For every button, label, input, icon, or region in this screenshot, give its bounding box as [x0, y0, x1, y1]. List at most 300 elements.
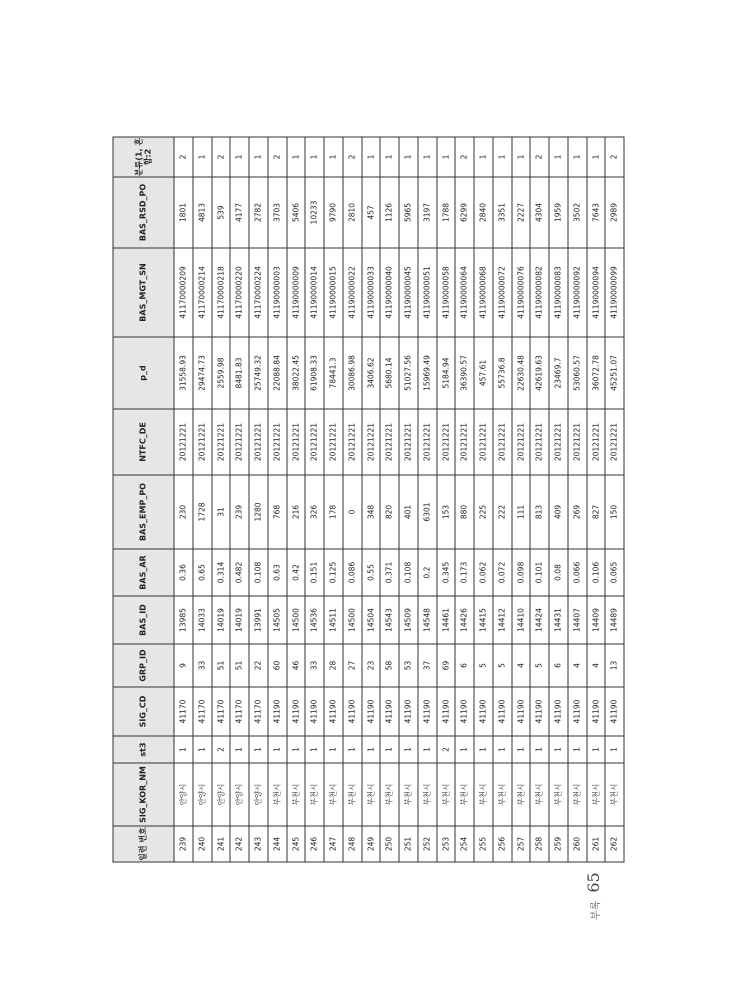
table-cell: 안양시	[249, 763, 268, 826]
table-cell: 1	[305, 137, 324, 177]
table-cell: 1	[324, 736, 343, 763]
table-cell: 4304	[530, 177, 549, 248]
table-row	[249, 137, 268, 862]
table-cell: 4	[567, 644, 586, 687]
table-cell: 부천시	[549, 763, 568, 826]
table-cell: 262	[605, 826, 624, 862]
table-cell: 부천시	[342, 763, 361, 826]
table-cell: 241	[211, 826, 230, 862]
table-cell: 20121221	[530, 409, 549, 475]
header-bas-emp-po: BAS_EMP_PO	[113, 475, 174, 549]
table-cell: 33	[192, 644, 211, 687]
table-cell: 29474.73	[192, 337, 211, 409]
table-cell: 6301	[417, 475, 436, 549]
table-cell: 20121221	[567, 409, 586, 475]
table-cell: 0.314	[211, 549, 230, 596]
table-cell: 225	[474, 475, 493, 549]
table-cell: 153	[436, 475, 455, 549]
table-cell: 4	[511, 644, 530, 687]
table-cell: 51	[211, 644, 230, 687]
table-cell: 부천시	[324, 763, 343, 826]
table-cell: 41190000094	[586, 248, 605, 337]
table-cell: 41170	[211, 687, 230, 736]
table-cell: 1	[230, 137, 249, 177]
table-cell: 42619.63	[530, 337, 549, 409]
table-cell: 41190000092	[567, 248, 586, 337]
table-cell: 1	[399, 736, 418, 763]
table-cell: 0.065	[605, 549, 624, 596]
table-cell: 1	[324, 137, 343, 177]
table-cell: 22630.48	[511, 337, 530, 409]
table-cell: 0.098	[511, 549, 530, 596]
table-cell: 41190	[455, 687, 474, 736]
table-cell: 1	[361, 736, 380, 763]
table-cell: 41190000076	[511, 248, 530, 337]
table-cell: 14415	[474, 596, 493, 644]
table-cell: 14504	[361, 596, 380, 644]
table-cell: 247	[324, 826, 343, 862]
header-bas-mgt-sn: BAS_MGT_SN	[113, 248, 174, 337]
table-row	[492, 137, 511, 862]
table-cell: 20121221	[474, 409, 493, 475]
table-cell: 36072.78	[586, 337, 605, 409]
table-cell: 23	[361, 644, 380, 687]
table-cell: 1	[605, 736, 624, 763]
table-cell: 251	[399, 826, 418, 862]
table-cell: 1	[286, 137, 305, 177]
table-cell: 813	[530, 475, 549, 549]
table-row	[380, 137, 399, 862]
table-cell: 1	[417, 736, 436, 763]
table-cell: 41170000224	[249, 248, 268, 337]
table-cell: 4813	[192, 177, 211, 248]
table-cell: 1280	[249, 475, 268, 549]
table-cell: 38022.45	[286, 337, 305, 409]
table-cell: 부천시	[436, 763, 455, 826]
table-cell: 7643	[586, 177, 605, 248]
table-cell: 41190	[286, 687, 305, 736]
table-cell: 55736.8	[492, 337, 511, 409]
table-cell: 243	[249, 826, 268, 862]
header-bas-ar: BAS_AR	[113, 549, 174, 596]
table-row	[586, 137, 605, 862]
header-sig-cd: SIG_CD	[113, 687, 174, 736]
table-cell: 457	[361, 177, 380, 248]
table-cell: 150	[605, 475, 624, 549]
table-cell: 14409	[586, 596, 605, 644]
table-cell: 254	[455, 826, 474, 862]
table-cell: 252	[417, 826, 436, 862]
table-cell: 69	[436, 644, 455, 687]
table-cell: 2227	[511, 177, 530, 248]
table-cell: 0.345	[436, 549, 455, 596]
table-row	[174, 137, 193, 862]
table-cell: 8481.83	[230, 337, 249, 409]
table-cell: 259	[549, 826, 568, 862]
table-cell: 20121221	[305, 409, 324, 475]
table-cell: 31558.93	[174, 337, 193, 409]
table-cell: 41190000040	[380, 248, 399, 337]
table-cell: 41190	[511, 687, 530, 736]
table-cell: 41190000082	[530, 248, 549, 337]
table-cell: 1	[342, 736, 361, 763]
table-row	[417, 137, 436, 862]
table-cell: 1	[530, 736, 549, 763]
table-cell: 222	[492, 475, 511, 549]
table-cell: 240	[192, 826, 211, 862]
table-cell: 1	[492, 736, 511, 763]
table-cell: 2559.98	[211, 337, 230, 409]
table-cell: 14410	[511, 596, 530, 644]
table-cell: 20121221	[342, 409, 361, 475]
table-cell: 20121221	[174, 409, 193, 475]
table-cell: 41190000051	[417, 248, 436, 337]
table-cell: 0.2	[417, 549, 436, 596]
table-cell: 0.55	[361, 549, 380, 596]
table-row	[455, 137, 474, 862]
table-cell: 2840	[474, 177, 493, 248]
header-ntfc-de: NTFC_DE	[113, 409, 174, 475]
table-cell: 부천시	[586, 763, 605, 826]
table-cell: 0.08	[549, 549, 568, 596]
table-cell: 14019	[230, 596, 249, 644]
table-cell: 41190	[305, 687, 324, 736]
table-cell: 부천시	[305, 763, 324, 826]
header-st3: st3	[113, 736, 174, 763]
table-cell: 3406.62	[361, 337, 380, 409]
table-cell: 1	[511, 137, 530, 177]
table-cell: 20121221	[399, 409, 418, 475]
header-bas-rsd-po: BAS_RSD_PO	[113, 177, 174, 248]
table-cell: 0.173	[455, 549, 474, 596]
table-cell: 111	[511, 475, 530, 549]
table-row	[211, 137, 230, 862]
table-cell: 20121221	[586, 409, 605, 475]
table-cell: 2782	[249, 177, 268, 248]
table-cell: 1	[192, 736, 211, 763]
table-cell: 13991	[249, 596, 268, 644]
table-cell: 41190	[324, 687, 343, 736]
table-cell: 1959	[549, 177, 568, 248]
table-cell: 539	[211, 177, 230, 248]
table-cell: 46	[286, 644, 305, 687]
table-cell: 13	[605, 644, 624, 687]
table-cell: 2810	[342, 177, 361, 248]
table-cell: 5680.14	[380, 337, 399, 409]
table-cell: 78441.3	[324, 337, 343, 409]
table-cell: 14461	[436, 596, 455, 644]
table-cell: 41190000009	[286, 248, 305, 337]
table-cell: 1	[380, 137, 399, 177]
table-cell: 880	[455, 475, 474, 549]
table-cell: 1	[549, 736, 568, 763]
table-cell: 2	[530, 137, 549, 177]
table-cell: 41190	[342, 687, 361, 736]
table-cell: 10233	[305, 177, 324, 248]
table-cell: 20121221	[436, 409, 455, 475]
table-cell: 41170000209	[174, 248, 193, 337]
table-cell: 1	[567, 137, 586, 177]
table-cell: 41190	[586, 687, 605, 736]
table-row	[605, 137, 624, 862]
table-cell: 안양시	[211, 763, 230, 826]
table-cell: 260	[567, 826, 586, 862]
table-cell: 20121221	[417, 409, 436, 475]
table-cell: 부천시	[474, 763, 493, 826]
table-cell: 1	[361, 137, 380, 177]
table-cell: 6299	[455, 177, 474, 248]
table-row	[230, 137, 249, 862]
table-cell: 41190000003	[267, 248, 286, 337]
table-cell: 1	[586, 736, 605, 763]
table-cell: 244	[267, 826, 286, 862]
table-cell: 9790	[324, 177, 343, 248]
table-cell: 6	[455, 644, 474, 687]
header-row	[113, 137, 174, 862]
page-footer	[584, 872, 603, 920]
table-cell: 41190	[549, 687, 568, 736]
table-cell: 15969.49	[417, 337, 436, 409]
table-cell: 부천시	[399, 763, 418, 826]
table-cell: 253	[436, 826, 455, 862]
table-cell: 14500	[342, 596, 361, 644]
table-row	[511, 137, 530, 862]
table-cell: 0.63	[267, 549, 286, 596]
table-cell: 4177	[230, 177, 249, 248]
table-cell: 2	[211, 736, 230, 763]
table-row	[192, 137, 211, 862]
table-cell: 부천시	[380, 763, 399, 826]
table-cell: 41190000099	[605, 248, 624, 337]
table-cell: 6	[549, 644, 568, 687]
header-serial: 일련 번호	[113, 826, 174, 862]
table-cell: 245	[286, 826, 305, 862]
table-row	[567, 137, 586, 862]
table-cell: 부천시	[605, 763, 624, 826]
table-cell: 53	[399, 644, 418, 687]
table-cell: 5406	[286, 177, 305, 248]
table-cell: 41170	[174, 687, 193, 736]
table-cell: 827	[586, 475, 605, 549]
table-cell: 2989	[605, 177, 624, 248]
table-cell: 242	[230, 826, 249, 862]
table-cell: 269	[567, 475, 586, 549]
table-cell: 31	[211, 475, 230, 549]
table-cell: 1	[417, 137, 436, 177]
table-cell: 41190	[361, 687, 380, 736]
table-cell: 1788	[436, 177, 455, 248]
table-cell: 4	[586, 644, 605, 687]
table-cell: 246	[305, 826, 324, 862]
table-cell: 41190	[530, 687, 549, 736]
table-cell: 14543	[380, 596, 399, 644]
table-cell: 1728	[192, 475, 211, 549]
table-cell: 1	[249, 137, 268, 177]
table-cell: 1	[192, 137, 211, 177]
table-cell: 5	[492, 644, 511, 687]
table-cell: 9	[174, 644, 193, 687]
table-cell: 3197	[417, 177, 436, 248]
table-cell: 1	[549, 137, 568, 177]
table-cell: 1	[399, 137, 418, 177]
table-cell: 216	[286, 475, 305, 549]
table-cell: 20121221	[455, 409, 474, 475]
table-cell: 41190000033	[361, 248, 380, 337]
table-cell: 239	[230, 475, 249, 549]
page-number: 65	[584, 872, 603, 893]
table-cell: 41190000022	[342, 248, 361, 337]
table-cell: 257	[511, 826, 530, 862]
table-cell: 20121221	[286, 409, 305, 475]
table-cell: 14536	[305, 596, 324, 644]
table-cell: 1	[305, 736, 324, 763]
table-cell: 2	[436, 736, 455, 763]
table-cell: 22	[249, 644, 268, 687]
header-classification: 분류(1, 혼합:2	[113, 137, 174, 177]
table-cell: 14548	[417, 596, 436, 644]
table-row	[361, 137, 380, 862]
table-cell: 5965	[399, 177, 418, 248]
table-cell: 61908.33	[305, 337, 324, 409]
table-row	[267, 137, 286, 862]
table-cell: 41190000083	[549, 248, 568, 337]
table-cell: 부천시	[417, 763, 436, 826]
table-cell: 부천시	[567, 763, 586, 826]
table-cell: 1	[286, 736, 305, 763]
table-cell: 41190000014	[305, 248, 324, 337]
table-cell: 41190	[605, 687, 624, 736]
table-cell: 41190000015	[324, 248, 343, 337]
table-cell: 248	[342, 826, 361, 862]
table-cell: 239	[174, 826, 193, 862]
table-cell: 22088.84	[267, 337, 286, 409]
table-row	[324, 137, 343, 862]
table-cell: 41170	[249, 687, 268, 736]
table-cell: 부천시	[530, 763, 549, 826]
data-table	[112, 136, 624, 862]
table-cell: 230	[174, 475, 193, 549]
table-cell: 20121221	[361, 409, 380, 475]
table-cell: 820	[380, 475, 399, 549]
table-cell: 14505	[267, 596, 286, 644]
table-cell: 28	[324, 644, 343, 687]
table-cell: 1	[474, 736, 493, 763]
table-cell: 249	[361, 826, 380, 862]
table-cell: 부천시	[361, 763, 380, 826]
table-cell: 1	[586, 137, 605, 177]
table-cell: 1	[455, 736, 474, 763]
table-cell: 41170	[230, 687, 249, 736]
table-row	[530, 137, 549, 862]
table-cell: 45251.07	[605, 337, 624, 409]
table-cell: 20121221	[267, 409, 286, 475]
table-cell: 5	[474, 644, 493, 687]
table-cell: 0.371	[380, 549, 399, 596]
table-cell: 0.108	[249, 549, 268, 596]
table-cell: 부천시	[286, 763, 305, 826]
table-cell: 20121221	[605, 409, 624, 475]
table-cell: 41190	[567, 687, 586, 736]
table-row	[399, 137, 418, 862]
table-cell: 41190000068	[474, 248, 493, 337]
table-cell: 25749.32	[249, 337, 268, 409]
table-cell: 250	[380, 826, 399, 862]
table-cell: 37	[417, 644, 436, 687]
table-cell: 0.101	[530, 549, 549, 596]
table-cell: 0.106	[586, 549, 605, 596]
table-cell: 2	[605, 137, 624, 177]
table-cell: 41170	[192, 687, 211, 736]
table-cell: 2	[455, 137, 474, 177]
header-bas-id: BAS_ID	[113, 596, 174, 644]
table-cell: 258	[530, 826, 549, 862]
table-cell: 14500	[286, 596, 305, 644]
table-cell: 0.42	[286, 549, 305, 596]
table-cell: 14509	[399, 596, 418, 644]
table-cell: 20121221	[211, 409, 230, 475]
table-cell: 41190000058	[436, 248, 455, 337]
table-cell: 261	[586, 826, 605, 862]
table-cell: 51	[230, 644, 249, 687]
table-cell: 20121221	[511, 409, 530, 475]
table-cell: 14407	[567, 596, 586, 644]
table-cell: 3502	[567, 177, 586, 248]
table-cell: 1	[474, 137, 493, 177]
table-cell: 0.125	[324, 549, 343, 596]
table-cell: 60	[267, 644, 286, 687]
header-grp-id: GRP_ID	[113, 644, 174, 687]
table-cell: 3351	[492, 177, 511, 248]
table-cell: 41190	[380, 687, 399, 736]
table-cell: 20121221	[230, 409, 249, 475]
table-cell: 409	[549, 475, 568, 549]
table-cell: 부천시	[511, 763, 530, 826]
table-cell: 1	[567, 736, 586, 763]
table-cell: 0.062	[474, 549, 493, 596]
table-cell: 36390.57	[455, 337, 474, 409]
table-cell: 1	[436, 137, 455, 177]
table-cell: 0.482	[230, 549, 249, 596]
table-cell: 58	[380, 644, 399, 687]
table-cell: 0.086	[342, 549, 361, 596]
table-cell: 안양시	[230, 763, 249, 826]
table-cell: 255	[474, 826, 493, 862]
table-cell: 1	[249, 736, 268, 763]
table-cell: 14431	[549, 596, 568, 644]
table-cell: 부천시	[267, 763, 286, 826]
table-cell: 41190	[474, 687, 493, 736]
table-cell: 0.066	[567, 549, 586, 596]
table-cell: 2	[174, 137, 193, 177]
table-cell: 0.65	[192, 549, 211, 596]
table-cell: 30086.98	[342, 337, 361, 409]
table-cell: 20121221	[249, 409, 268, 475]
footer-label: 부록	[591, 900, 602, 920]
table-cell: 178	[324, 475, 343, 549]
table-row	[342, 137, 361, 862]
table-cell: 1	[380, 736, 399, 763]
table-cell: 안양시	[174, 763, 193, 826]
table-cell: 41170000220	[230, 248, 249, 337]
table-cell: 14426	[455, 596, 474, 644]
table-cell: 1	[492, 137, 511, 177]
table-cell: 51027.56	[399, 337, 418, 409]
table-cell: 0.151	[305, 549, 324, 596]
table-cell: 20121221	[324, 409, 343, 475]
table-cell: 326	[305, 475, 324, 549]
table-cell: 20121221	[549, 409, 568, 475]
table-cell: 안양시	[192, 763, 211, 826]
